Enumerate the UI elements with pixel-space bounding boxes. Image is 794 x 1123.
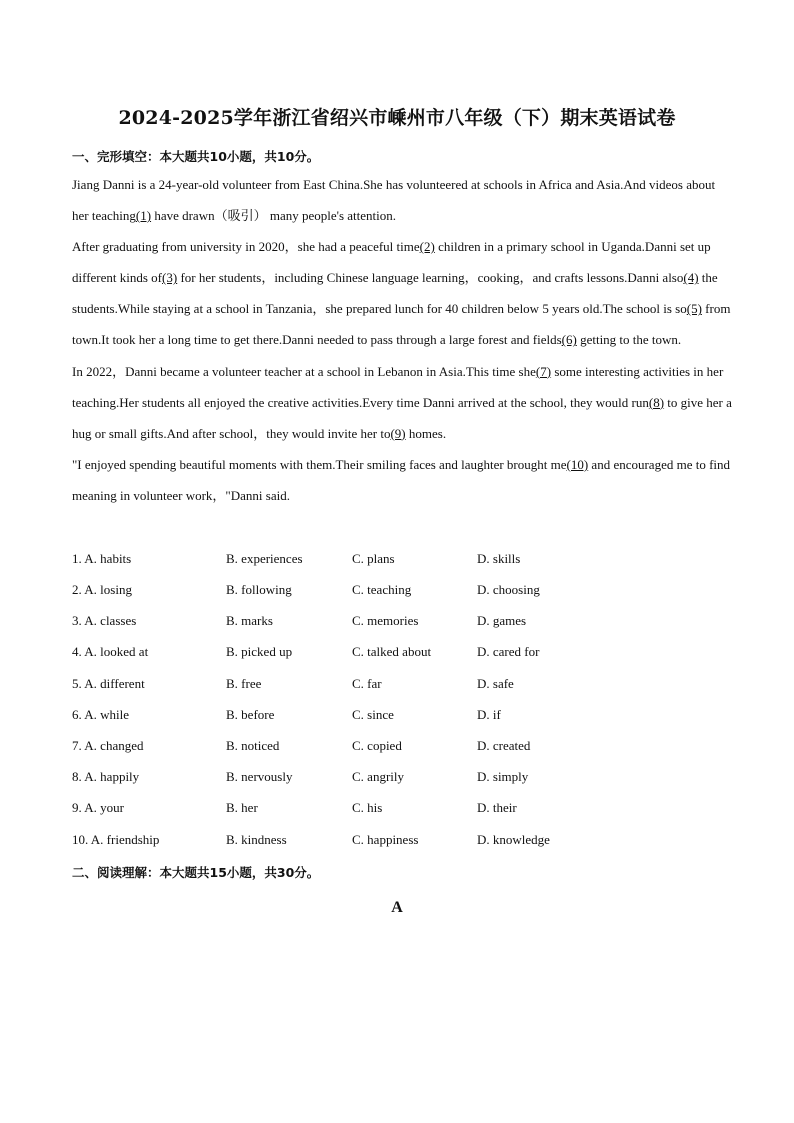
option-b: B. picked up (226, 644, 293, 659)
question-3-options (72, 613, 732, 633)
option-d: D. skills (477, 551, 521, 566)
passage-text: have drawn（吸引） many people's attention. (151, 208, 397, 224)
option-a: 7. A. changed (72, 738, 144, 753)
option-a: 1. A. habits (72, 551, 132, 566)
blank-7: (7) (535, 363, 552, 379)
blank-9: (9) (390, 425, 406, 441)
passage-text: and encouraged me to find meaning in volunteer work，"Danni said. (72, 456, 731, 503)
option-b: B. before (226, 707, 275, 722)
cloze-passage (72, 169, 732, 511)
question-8-options (72, 769, 732, 789)
section-1-heading: 一、完形填空：本大题共10小题，共10分。 (72, 149, 320, 164)
option-d: D. their (477, 800, 517, 815)
option-b: B. her (226, 800, 258, 815)
section-2-heading: 二、阅读理解：本大题共15小题，共30分。 (72, 865, 320, 880)
passage-paragraph-2 (72, 231, 732, 355)
option-b: B. kindness (226, 832, 287, 847)
option-b: B. noticed (226, 738, 280, 753)
option-c: C. since (352, 707, 394, 722)
option-b: B. nervously (226, 769, 293, 784)
page-title: 2024-2025学年浙江省绍兴市嵊州市八年级（下）期末英语试卷 (118, 107, 676, 129)
question-2-options (72, 582, 732, 602)
option-c: C. plans (352, 551, 395, 566)
option-a: 5. A. different (72, 676, 145, 691)
option-c: C. memories (352, 613, 419, 628)
blank-3: (3) (162, 270, 178, 286)
option-b: B. following (226, 582, 292, 597)
blank-5: (5) (686, 301, 702, 317)
option-c: C. talked about (352, 644, 432, 659)
option-b: B. free (226, 676, 262, 691)
passage-text: homes. (405, 425, 447, 441)
option-b: B. experiences (226, 551, 303, 566)
option-d: D. simply (477, 769, 529, 784)
option-a: 9. A. your (72, 800, 124, 815)
option-c: C. his (352, 800, 383, 815)
option-d: D. choosing (477, 582, 540, 597)
option-a: 4. A. looked at (72, 644, 149, 659)
passage-text: getting to the town. (576, 332, 682, 348)
passage-text: some interesting activities in her teaching.Her students all enjoyed the creative activities.Every time Danni arrived at the school, they would run (72, 363, 724, 410)
passage-text: from town.It took her a long time to get there.Danni needed to pass through a large forest and fields (72, 301, 731, 348)
question-9-options (72, 800, 732, 820)
option-d: D. safe (477, 676, 514, 691)
passage-text: children in a primary school in Uganda.Danni set up different kinds of (72, 239, 711, 286)
option-d: D. knowledge (477, 832, 550, 847)
passage-text: to give her a hug or small gifts.And after school，they would invite her to (72, 394, 732, 441)
blank-8: (8) (648, 394, 665, 410)
blank-4: (4) (683, 270, 699, 286)
option-d: D. if (477, 707, 501, 722)
option-a: 10. A. friendship (72, 832, 160, 847)
question-4-options (72, 644, 732, 664)
passage-text: the students.While staying at a school in Tanzania，she prepared lunch for 40 children below 5 years old.The school is so (72, 270, 718, 317)
option-d: D. created (477, 738, 531, 753)
option-a: 3. A. classes (72, 613, 137, 628)
question-7-options (72, 738, 732, 758)
option-c: C. copied (352, 738, 402, 753)
question-5-options (72, 676, 732, 696)
passage-paragraph-3 (72, 356, 732, 449)
blank-10: (10) (566, 456, 589, 472)
question-1-options (72, 551, 732, 571)
option-d: D. cared for (477, 644, 540, 659)
option-a: 2. A. losing (72, 582, 132, 597)
option-c: C. teaching (352, 582, 412, 597)
passage-a-heading: A (391, 899, 403, 916)
passage-text: Jiang Danni is a 24-year-old volunteer from East China.She has volunteered at schools in Africa and Asia.And videos about her teaching (72, 177, 716, 224)
option-c: C. happiness (352, 832, 419, 847)
option-c: C. far (352, 676, 382, 691)
option-a: 6. A. while (72, 707, 130, 722)
passage-text: for her students，including Chinese language learning，cooking，and crafts lessons.Danni also (177, 270, 684, 286)
passage-text: "I enjoyed spending beautiful moments with them.Their smiling faces and laughter brought me (72, 456, 567, 472)
option-b: B. marks (226, 613, 273, 628)
blank-1: (1) (135, 208, 152, 224)
passage-paragraph-4 (72, 449, 732, 511)
blank-6: (6) (561, 332, 577, 348)
passage-text: After graduating from university in 2020，she had a peaceful time (72, 239, 420, 255)
option-c: C. angrily (352, 769, 404, 784)
question-10-options (72, 832, 732, 852)
question-6-options (72, 707, 732, 727)
option-a: 8. A. happily (72, 769, 140, 784)
passage-paragraph-1 (72, 169, 732, 231)
passage-text: In 2022，Danni became a volunteer teacher at a school in Lebanon in Asia.This time she (72, 363, 536, 379)
option-d: D. games (477, 613, 527, 628)
blank-2: (2) (419, 239, 435, 255)
